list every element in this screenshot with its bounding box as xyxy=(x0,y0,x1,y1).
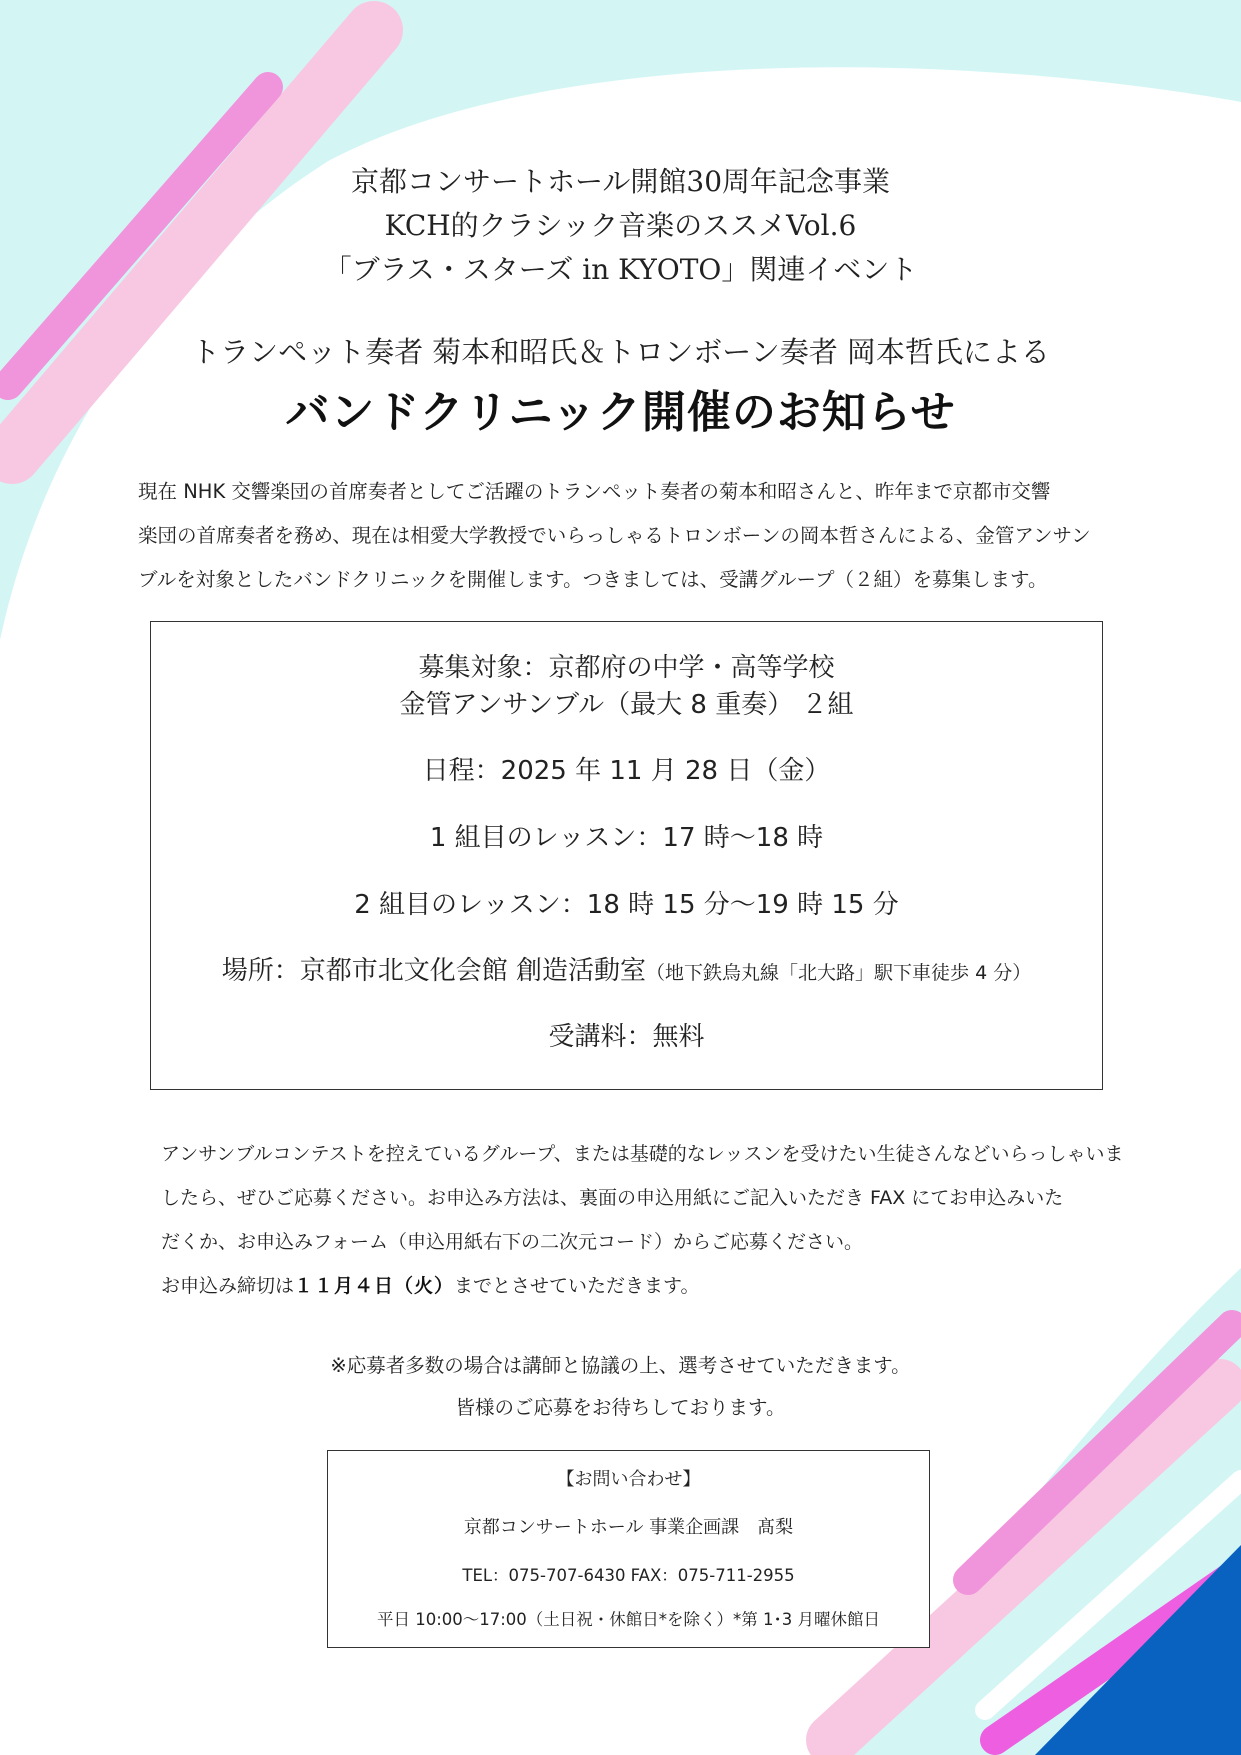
application-paragraph xyxy=(161,1132,1124,1308)
body-line-3: だくか、お申込みフォーム（申込用紙右下の二次元コード）からご応募ください。 xyxy=(161,1231,864,1253)
date-line: 日程：2025 年 11 月 28 日（金） xyxy=(422,756,831,786)
contact-box xyxy=(327,1450,930,1648)
note-line-2: 皆様のご応募をお待ちしております。 xyxy=(455,1396,786,1419)
contact-heading: 【お問い合わせ】 xyxy=(556,1469,701,1490)
deadline-line xyxy=(161,1264,1101,1308)
deadline-suffix: までとさせていただきます。 xyxy=(454,1275,700,1297)
target-line-1: 募集対象：京都府の中学・高等学校 xyxy=(418,653,835,683)
intro-paragraph xyxy=(138,470,1118,602)
header-line-3: 「ブラス・スターズ in KYOTO」関連イベント xyxy=(323,253,918,286)
event-details-box xyxy=(150,621,1103,1090)
intro-line-2: 楽団の首席奏者を務め、現在は相愛大学教授でいらっしゃるトロンボーンの岡本哲さんによる、金管アンサン xyxy=(138,524,1091,547)
venue-line xyxy=(151,950,1102,987)
fee-line: 受講料：無料 xyxy=(548,1022,705,1052)
target-line-2: 金管アンサンブル（最大 8 重奏） ２組 xyxy=(399,690,854,720)
venue-text: 場所：京都市北文化会館 創造活動室 xyxy=(221,956,647,986)
note-line-1: ※応募者多数の場合は講師と協議の上、選考させていただきます。 xyxy=(330,1354,911,1377)
body-line-1: アンサンブルコンテストを控えているグループ、または基礎的なレッスンを受けたい生徒さんなどいらっしゃいま xyxy=(161,1143,1124,1165)
body-line-2: したら、ぜひご応募ください。お申込み方法は、裏面の申込用紙にご記入いただき FAX にてお申込みいた xyxy=(161,1187,1064,1209)
contact-hours: 平日 10:00～17:00（土日祝・休館日*を除く）*第 1･3 月曜休館日 xyxy=(376,1610,881,1629)
lesson-2-line: 2 組目のレッスン：18 時 15 分～19 時 15 分 xyxy=(354,890,899,920)
contact-organization: 京都コンサートホール 事業企画課 髙梨 xyxy=(463,1517,794,1538)
selection-notes xyxy=(0,1345,1241,1429)
lesson-1-line: 1 組目のレッスン：17 時～18 時 xyxy=(429,823,824,853)
intro-line-1: 現在 NHK 交響楽団の首席奏者としてご活躍のトランペット奏者の菊本和昭さんと、昨年まで京都市交響 xyxy=(138,480,1051,503)
deadline-prefix: お申込み締切は xyxy=(161,1275,295,1297)
deadline-date: １１月４日（火） xyxy=(294,1275,455,1297)
intro-line-3: ブルを対象としたバンドクリニックを開催します。つきましては、受講グループ（２組）を募集します。 xyxy=(138,568,1048,591)
event-header xyxy=(0,160,1241,292)
venue-access-note: （地下鉄烏丸線「北大路」駅下車徒歩 4 分） xyxy=(646,962,1032,984)
performers-subtitle: トランペット奏者 菊本和昭氏＆トロンボーン奏者 岡本哲氏による xyxy=(191,335,1050,369)
header-line-1: 京都コンサートホール開館30周年記念事業 xyxy=(350,165,891,198)
header-line-2: KCH的クラシック音楽のススメVol.6 xyxy=(384,209,857,242)
page-title: バンドクリニック開催のお知らせ xyxy=(285,387,956,438)
contact-phone-fax: TEL：075-707-6430 FAX：075-711-2955 xyxy=(462,1566,795,1585)
